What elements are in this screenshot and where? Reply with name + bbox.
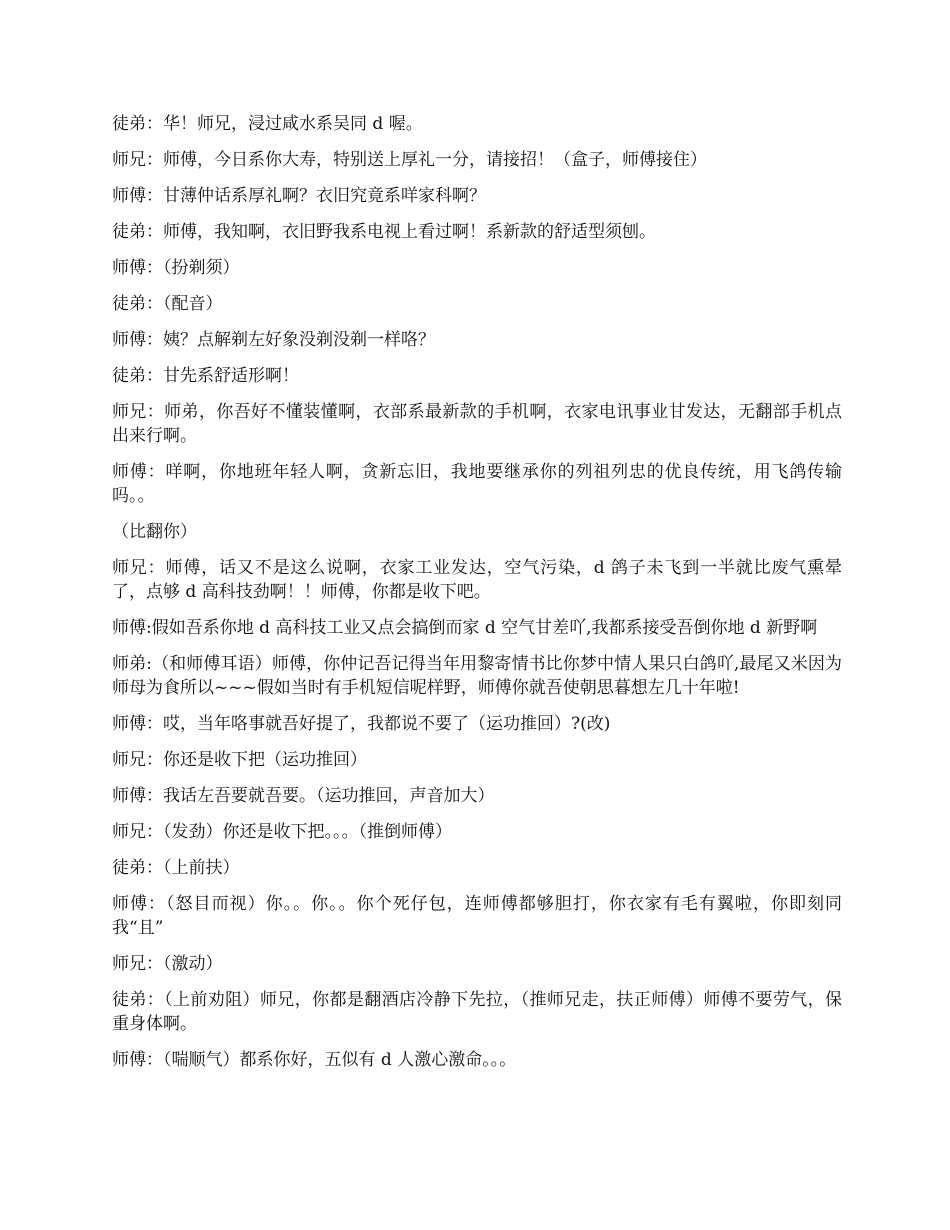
script-body — [112, 112, 842, 1084]
dialogue-line-17: 师傅：我话左吾要就吾要。（运功推回，声音加大） — [112, 786, 495, 806]
dialogue-line-2: 师兄：师傅，今日系你大寿，特别送上厚礼一分，请接招！（盒子，师傅接住） — [112, 150, 707, 170]
dialogue-line-22: 徒弟：（上前劝阻）师兄，你都是翻酒店冷静下先拉，（推师兄走，扶正师傅）师傅不要劳气，保重身体啊。 — [112, 990, 842, 1034]
dialogue-line-5: 师傅：（扮剃须） — [112, 258, 240, 278]
dialogue-line-14: 师弟:（和师傅耳语）师傅，你仲记吾记得当年用黎寄情书比你梦中情人果只白鸽吖,最尾又米因为师母为食所以~~~假如当时有手机短信呢样野，师傅你就吾使朝思暮想左几十年啦! — [112, 654, 842, 698]
stage-direction: （比翻你） — [112, 522, 197, 542]
dialogue-line-3: 师傅：甘薄仲话系厚礼啊？衣旧究竟系咩家科啊？ — [112, 186, 486, 206]
dialogue-line-21: 师兄：（激动） — [112, 954, 223, 974]
dialogue-line-23: 师傅：（喘顺气）都系你好，五似有 d 人激心激命。。。 — [112, 1050, 517, 1070]
dialogue-line-16: 师兄：你还是收下把（运功推回） — [112, 750, 367, 770]
dialogue-line-7: 师傅：姨？点解剃左好象没剃没剃一样咯？ — [112, 330, 435, 350]
dialogue-line-10: 师傅：咩啊，你地班年轻人啊，贪新忘旧，我地要继承你的列祖列忠的优良传统，用飞鸽传输吗。。 — [112, 462, 842, 506]
dialogue-line-6: 徒弟：（配音） — [112, 294, 223, 314]
dialogue-line-18: 师兄：（发劲）你还是收下把。。。（推倒师傅） — [112, 822, 452, 842]
dialogue-line-12: 师兄：师傅，话又不是这么说啊，衣家工业发达，空气污染，d 鸽子未飞到一半就比废气熏晕了，点够 d 高科技劲啊！！师傅，你都是收下吧。 — [112, 558, 842, 602]
dialogue-line-4: 徒弟：师傅，我知啊，衣旧野我系电视上看过啊！系新款的舒适型须刨。 — [112, 222, 656, 242]
dialogue-line-15: 师傅：哎，当年咯事就吾好提了，我都说不要了（运功推回）?(改) — [112, 714, 611, 734]
dialogue-line-8: 徒弟：甘先系舒适形啊！ — [112, 366, 299, 386]
dialogue-line-9: 师兄：师弟，你吾好不懂装懂啊，衣部系最新款的手机啊，衣家电讯事业甘发达，无翻部手机点出来行啊。 — [112, 402, 842, 446]
dialogue-line-20: 师傅：（怒目而视）你。。你。。你个死仔包，连师傅都够胆打，你衣家有毛有翼啦，你即刻同我“且” — [112, 894, 842, 938]
dialogue-line-1: 徒弟：华！师兄，浸过咸水系吴同 d 喔。 — [112, 114, 423, 134]
dialogue-line-19: 徒弟：（上前扶） — [112, 858, 240, 878]
dialogue-line-13: 师傅:假如吾系你地 d 高科技工业又点会搞倒而家 d 空气甘差吖,我都系接受吾倒你地 d 新野啊 — [112, 618, 818, 638]
